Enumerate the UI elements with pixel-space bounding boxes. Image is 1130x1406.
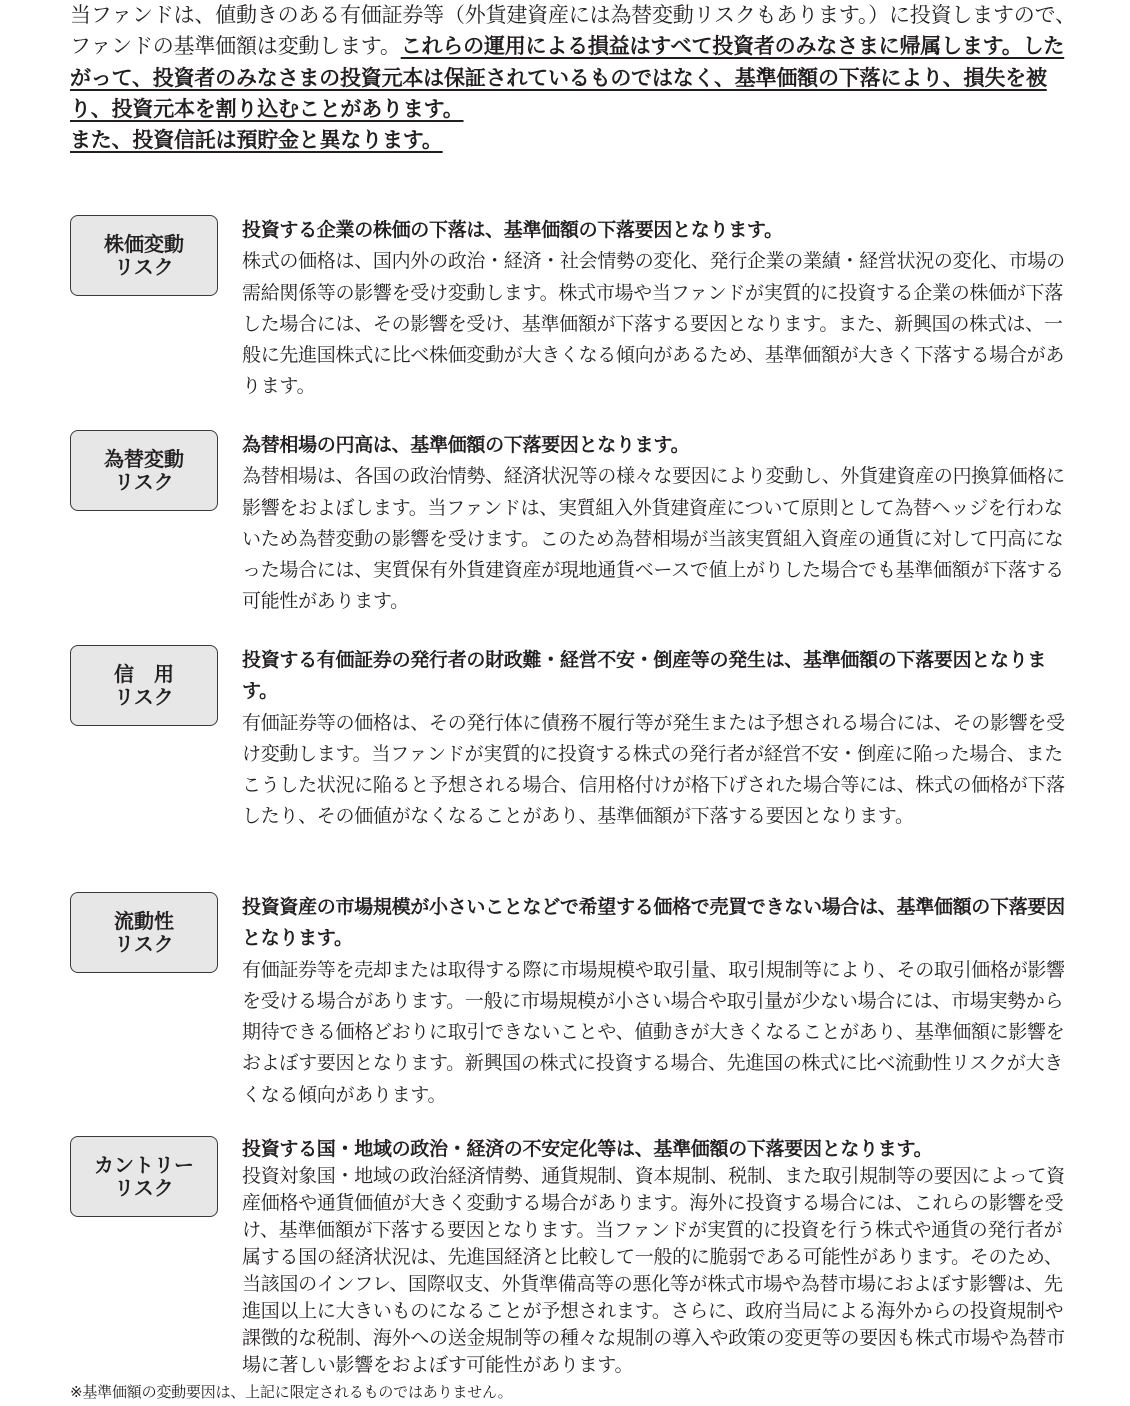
risk-description: 投資対象国・地域の政治経済情勢、通貨規制、資本規制、税制、また取引規制等の要因によって資産価格や通貨価値が大きく変動する場合があります。海外に投資する場合には、これらの影響を受け、基準価額が下落する要因となります。当ファンドが実質的に投資を行う株式や通貨の発行者が属する国の経済状況は、先進国経済と比較して一般的に脆弱である可能性があります。そのため、当該国のインフレ、国際収支、外貨準備高等の悪化等が株式市場や為替市場におよぼす影響は、先進国以上に大きいものになることが予想されます。さらに、政府当局による海外からの投資規制や課徴的な税制、海外への送金規制等の種々な規制の導入や政策の変更等の要因も株式市場や為替市場に著しい影響をおよぼす可能性があります。 bbox=[242, 1165, 1065, 1376]
intro-emphasis-text: これらの運用による損益はすべて投資者のみなさまに帰属します。したがって、投資者のみなさまの投資元本は保証されているものではなく、基準価額の下落により、損失を被り、投資元本を割り込むことがあります。 bbox=[70, 34, 1065, 121]
footnote: ※基準価額の変動要因は、上記に限定されるものではありません。 bbox=[70, 1383, 513, 1401]
risk-description: 有価証券等の価格は、その発行体に債務不履行等が発生または予想される場合には、その影響を受け変動します。当ファンドが実質的に投資する株式の発行者が経営不安・倒産に陥った場合、またこうした状況に陥ると予想される場合、信用格付けが格下げされた場合等には、株式の価格が下落したり、その価値がなくなることがあり、基準価額が下落する要因となります。 bbox=[242, 711, 1065, 828]
risk-headline: 投資する企業の株価の下落は、基準価額の下落要因となります。 bbox=[242, 219, 783, 241]
risk-headline: 為替相場の円高は、基準価額の下落要因となります。 bbox=[242, 434, 690, 456]
risk-label-badge bbox=[70, 215, 218, 296]
risk-label-badge bbox=[70, 1136, 218, 1217]
risk-headline: 投資資産の市場規模が小さいことなどで希望する価格で売買できない場合は、基準価額の下落要因となります。 bbox=[242, 896, 1065, 950]
risk-label-line1: 為替変動 bbox=[104, 446, 184, 471]
risk-label-line1: 流動性 bbox=[114, 908, 174, 933]
risk-label-line2: リスク bbox=[114, 1175, 174, 1200]
risk-label-badge bbox=[70, 892, 218, 973]
risk-description: 株式の価格は、国内外の政治・経済・社会情勢の変化、発行企業の業績・経営状況の変化、市場の需給関係等の影響を受け変動します。株式市場や当ファンドが実質的に投資する企業の株価が下落した場合には、その影響を受け、基準価額が下落する要因となります。また、新興国の株式は、一般に先進国株式に比べ株価変動が大きくなる傾向があるため、基準価額が大きく下落する場合があります。 bbox=[242, 250, 1065, 398]
intro-text: 当ファンドは、値動きのある有価証券等（外貨建資産には為替変動リスクもあります。）に投資しますので、ファンドの基準価額は変動します。 bbox=[70, 3, 1076, 59]
intro-deposit-note: また、投資信託は預貯金と異なります。 bbox=[70, 128, 443, 153]
risk-label-line2: リスク bbox=[114, 931, 174, 956]
risk-label-line1: カントリー bbox=[94, 1152, 194, 1177]
risk-description: 有価証券等を売却または取得する際に市場規模や取引量、取引規制等により、その取引価格が影響を受ける場合があります。一般に市場規模が小さい場合や取引量が少ない場合には、市場実勢から期待できる価格どおりに取引できないことや、値動きが大きくなることがあり、基準価額に影響をおよぼす要因となります。新興国の株式に投資する場合、先進国の株式に比べ流動性リスクが大きくなる傾向があります。 bbox=[242, 958, 1065, 1106]
risk-label-line1: 信 用 bbox=[114, 661, 174, 686]
risk-label-badge bbox=[70, 645, 218, 726]
risk-label-line2: リスク bbox=[114, 684, 174, 709]
risk-label-line2: リスク bbox=[114, 254, 174, 279]
risk-label-badge bbox=[70, 430, 218, 511]
intro-paragraph bbox=[70, 0, 1080, 156]
risk-label-line1: 株価変動 bbox=[104, 231, 184, 256]
risk-label-line2: リスク bbox=[114, 469, 174, 494]
risk-headline: 投資する有価証券の発行者の財政難・経営不安・倒産等の発生は、基準価額の下落要因となります。 bbox=[242, 649, 1047, 703]
risk-description: 為替相場は、各国の政治情勢、経済状況等の様々な要因により変動し、外貨建資産の円換算価格に影響をおよぼします。当ファンドは、実質組入外貨建資産について原則として為替ヘッジを行わないため為替変動の影響を受けます。このため為替相場が当該実質組入資産の通貨に対して円高になった場合には、実質保有外貨建資産が現地通貨ベースで値上がりした場合でも基準価額が下落する可能性があります。 bbox=[242, 465, 1065, 613]
risk-headline: 投資する国・地域の政治・経済の不安定化等は、基準価額の下落要因となります。 bbox=[242, 1138, 933, 1160]
